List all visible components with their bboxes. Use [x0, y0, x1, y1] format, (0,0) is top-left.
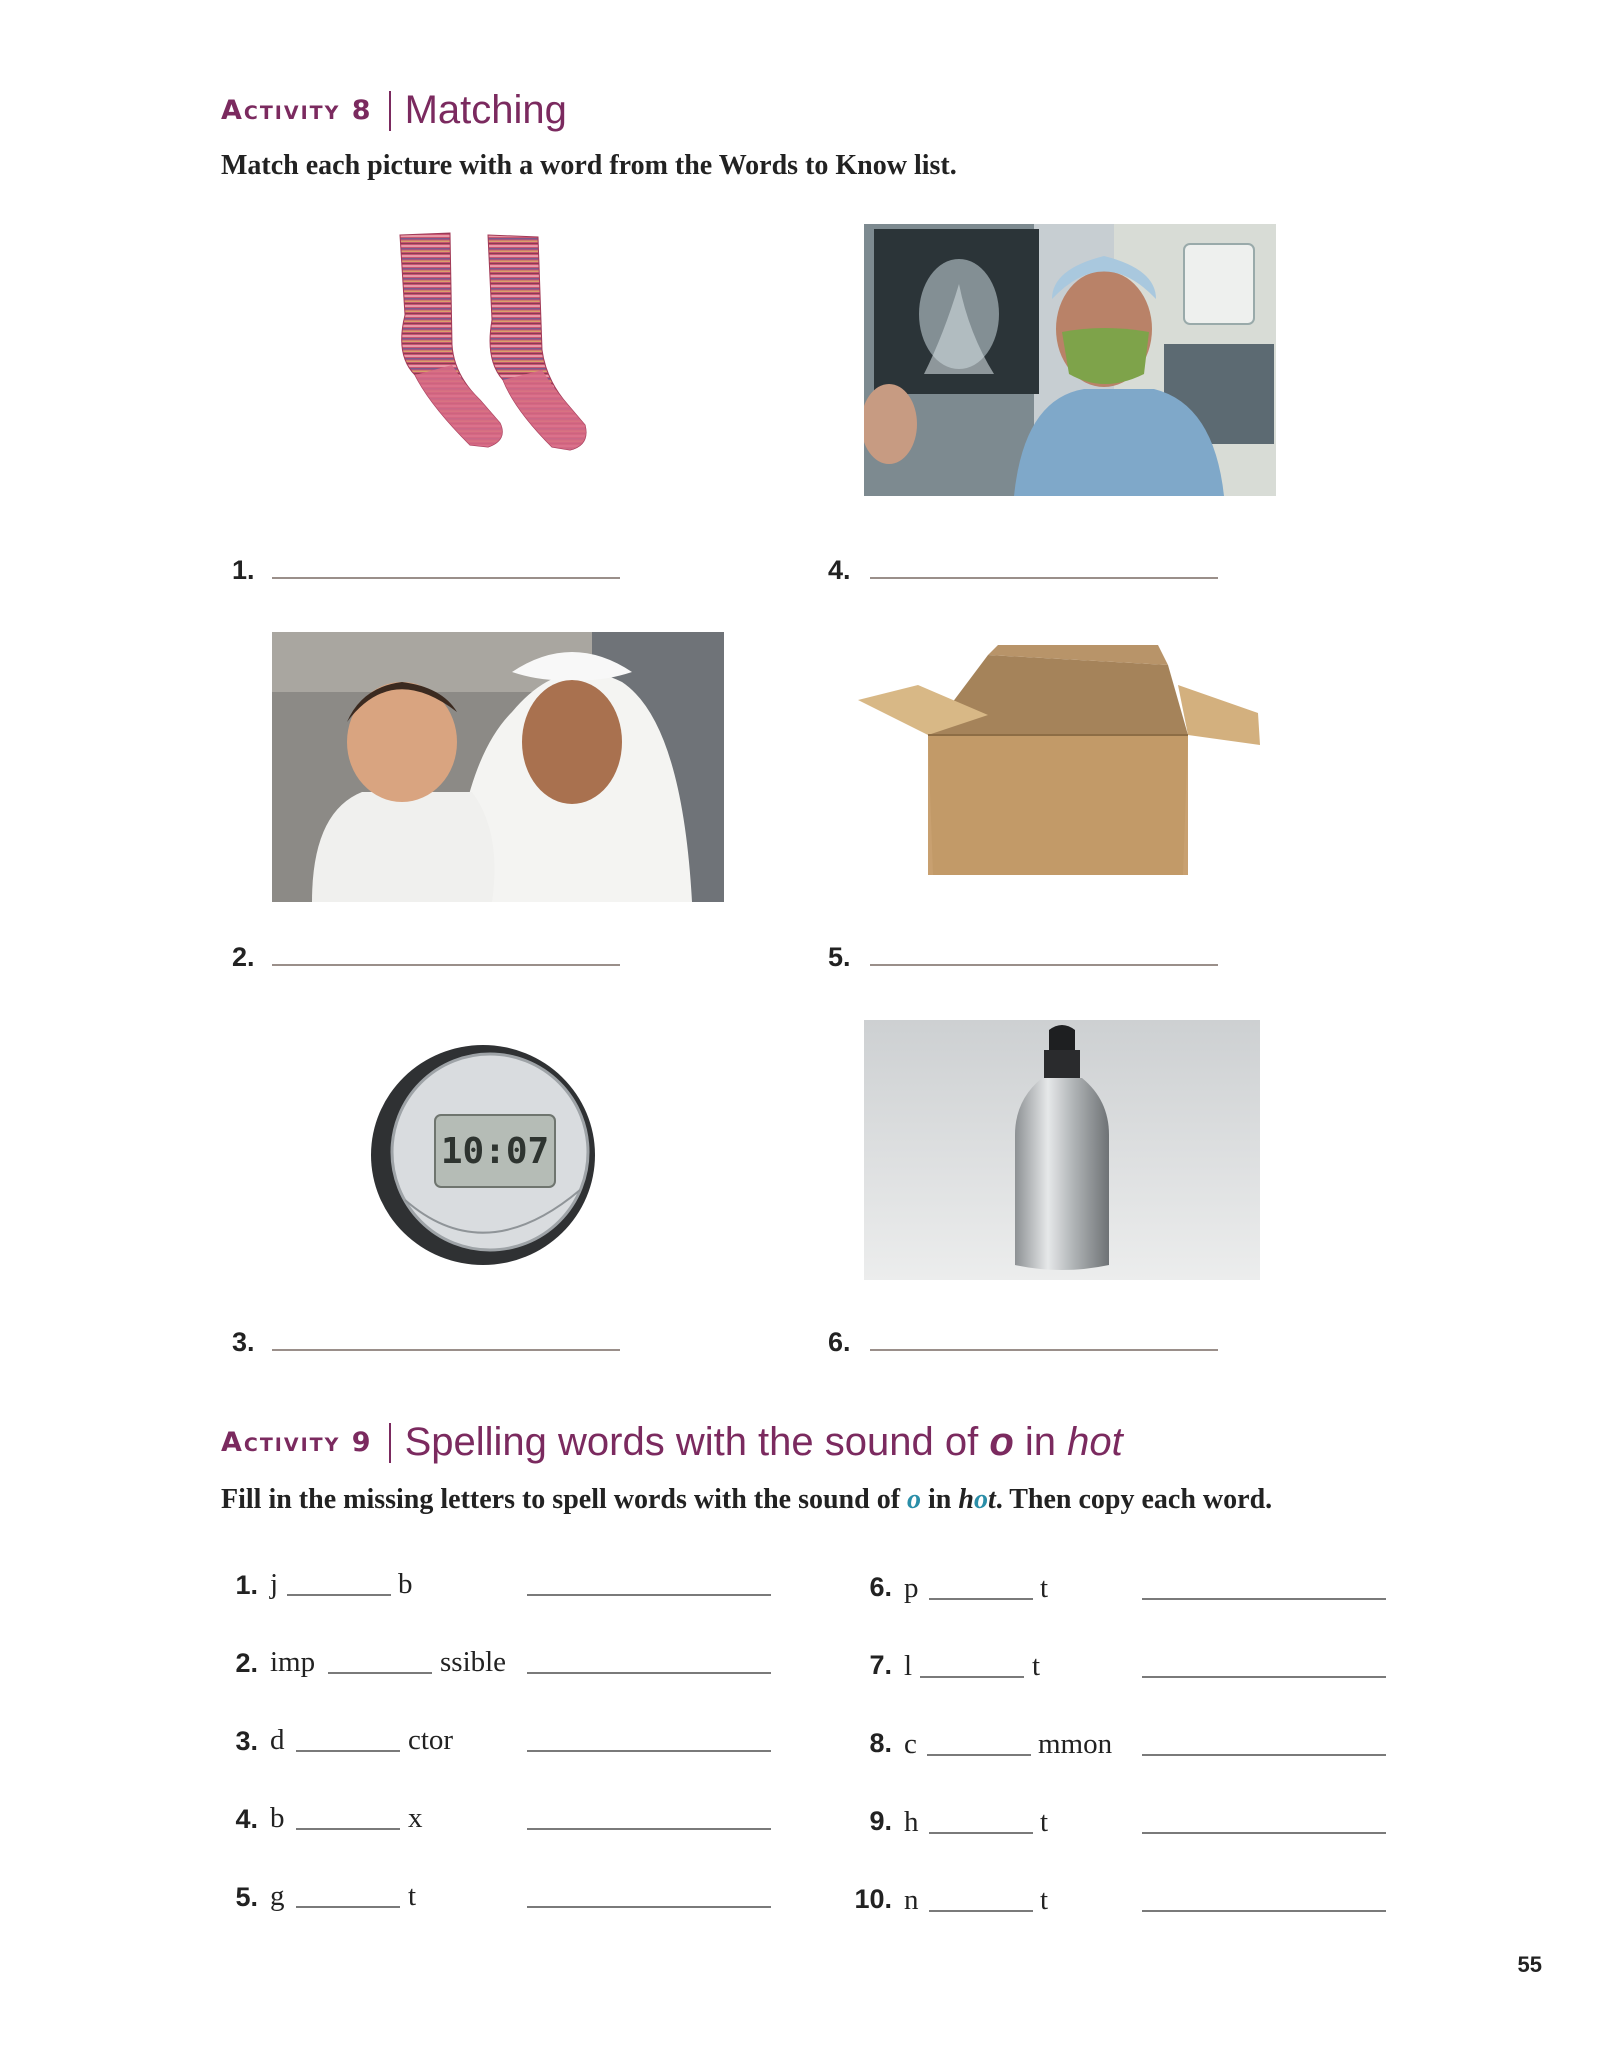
word-start: b [270, 1802, 285, 1834]
spelling-number: 1. [235, 1570, 258, 1600]
item-number: 3. [232, 1327, 255, 1357]
spelling-number: 6. [869, 1572, 892, 1602]
activity-8-instruction: Match each picture with a word from the Words to Know list. [221, 150, 957, 181]
spelling-number: 7. [869, 1650, 892, 1680]
activity-title: Matching [404, 88, 567, 132]
activity-9-instruction: Fill in the missing letters to spell words with the sound of o in hot. Then copy each word. [221, 1484, 1273, 1515]
item-number: 2. [232, 942, 255, 972]
word-start: p [904, 1572, 919, 1604]
item-number: 6. [828, 1327, 851, 1357]
spelling-number: 2. [235, 1648, 258, 1678]
spelling-number: 3. [235, 1726, 258, 1756]
missing-letters-blank[interactable] [920, 1676, 1024, 1678]
word-end: mmon [1038, 1728, 1113, 1760]
copy-word-line[interactable] [1142, 1910, 1386, 1912]
word-start: n [904, 1884, 919, 1916]
missing-letters-blank[interactable] [296, 1906, 400, 1908]
word-end: t [1040, 1572, 1049, 1604]
word-end: x [408, 1802, 423, 1834]
copy-word-line[interactable] [527, 1828, 771, 1830]
cardboard-box-image [858, 645, 1260, 881]
missing-letters-blank[interactable] [929, 1910, 1033, 1912]
word-end: ctor [408, 1724, 454, 1756]
activity-title: Spelling words with the sound of o in hot [404, 1420, 1123, 1464]
missing-letters-blank[interactable] [929, 1598, 1033, 1600]
spelling-number: 9. [869, 1806, 892, 1836]
item-number: 4. [828, 555, 851, 585]
heading-divider [389, 1423, 391, 1463]
word-start: c [904, 1728, 917, 1760]
copy-word-line[interactable] [1142, 1676, 1386, 1678]
answer-line-1[interactable] [272, 577, 620, 579]
word-end: t [1040, 1884, 1049, 1916]
copy-word-line[interactable] [527, 1594, 771, 1596]
word-start: j [270, 1568, 279, 1600]
word-start: h [904, 1806, 919, 1838]
socks-image [370, 225, 600, 475]
clock-display: 10:07 [440, 1131, 550, 1172]
answer-line-5[interactable] [870, 964, 1218, 966]
page-number: 55 [1517, 1952, 1542, 1977]
answer-line-4[interactable] [870, 577, 1218, 579]
copy-word-line[interactable] [527, 1906, 771, 1908]
word-end: b [398, 1568, 413, 1600]
word-end: t [1032, 1650, 1041, 1682]
answer-line-6[interactable] [870, 1349, 1218, 1351]
word-end: ssible [440, 1646, 507, 1678]
spelling-number: 8. [869, 1728, 892, 1758]
copy-word-line[interactable] [527, 1672, 771, 1674]
father-child-image [272, 632, 724, 902]
answer-line-2[interactable] [272, 964, 620, 966]
alarm-clock-image [365, 1040, 595, 1275]
missing-letters-blank[interactable] [296, 1750, 400, 1752]
word-end: t [408, 1880, 417, 1912]
missing-letters-blank[interactable] [328, 1672, 432, 1674]
copy-word-line[interactable] [1142, 1832, 1386, 1834]
missing-letters-blank[interactable] [929, 1832, 1033, 1834]
activity-label: Activity 9 [221, 1427, 373, 1458]
word-start: l [904, 1650, 913, 1682]
word-start: d [270, 1724, 285, 1756]
answer-line-3[interactable] [272, 1349, 620, 1351]
spelling-number: 10. [854, 1884, 892, 1914]
missing-letters-blank[interactable] [927, 1754, 1031, 1756]
heading-divider [389, 91, 391, 131]
missing-letters-blank[interactable] [287, 1594, 391, 1596]
item-number: 5. [828, 942, 851, 972]
word-end: t [1040, 1806, 1049, 1838]
activity-label: Activity 8 [221, 95, 373, 126]
item-number: 1. [232, 555, 255, 585]
missing-letters-blank[interactable] [296, 1828, 400, 1830]
activity-9-heading [221, 1420, 1123, 1465]
water-bottle-image [864, 1020, 1260, 1280]
copy-word-line[interactable] [1142, 1598, 1386, 1600]
activity-8-heading [221, 88, 567, 133]
word-start: imp [270, 1646, 316, 1678]
spelling-number: 4. [235, 1804, 258, 1834]
doctor-xray-image [864, 224, 1276, 496]
spelling-number: 5. [235, 1882, 258, 1912]
copy-word-line[interactable] [1142, 1754, 1386, 1756]
copy-word-line[interactable] [527, 1750, 771, 1752]
word-start: g [270, 1880, 285, 1912]
